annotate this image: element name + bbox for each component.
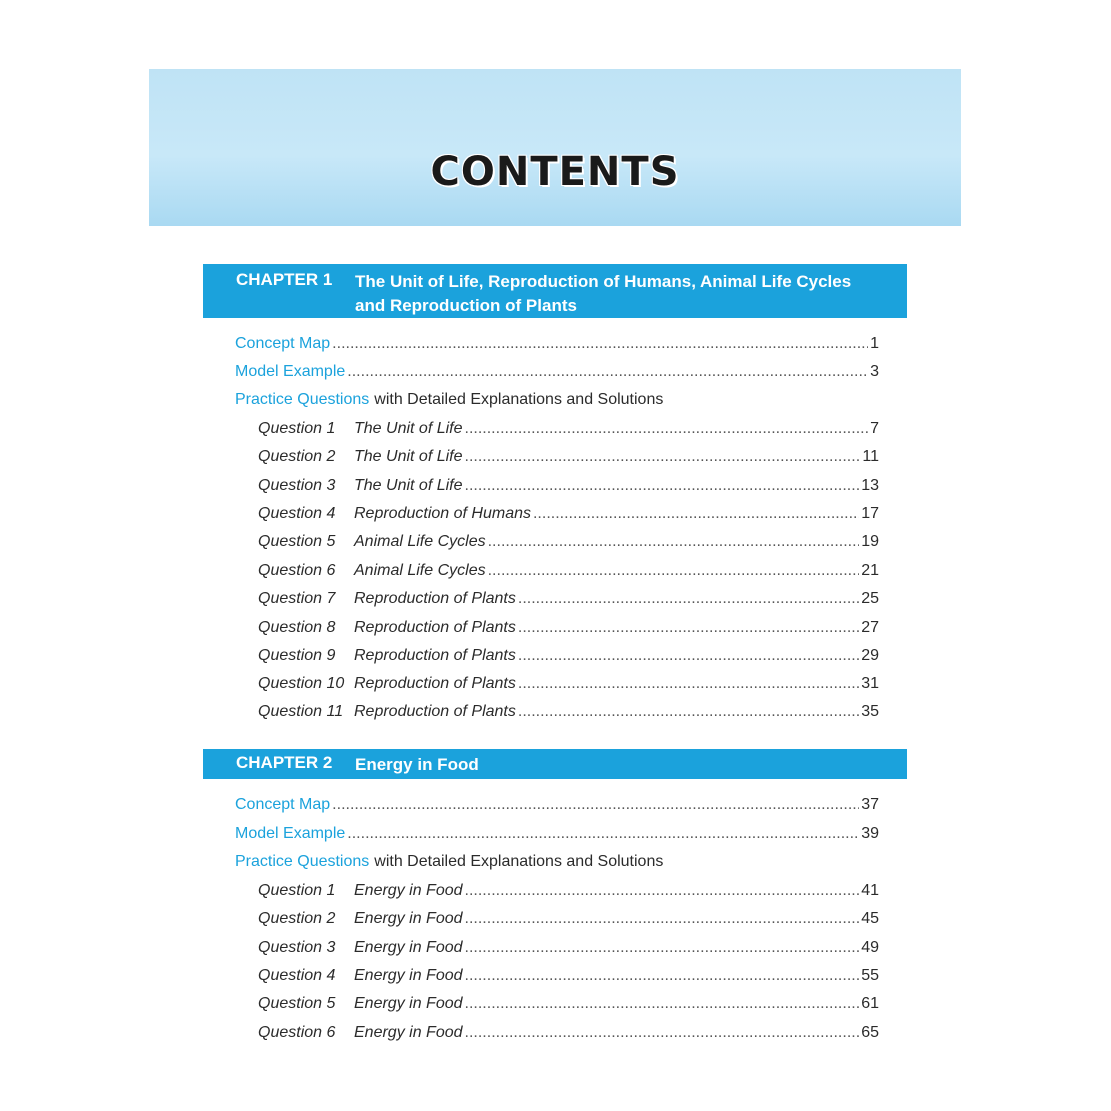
toc-entry-practice-questions <box>235 851 879 873</box>
question-number: Question 3 <box>258 477 336 494</box>
question-number: Question 11 <box>258 703 344 720</box>
toc-question-row[interactable] <box>258 560 879 582</box>
toc-question-row[interactable] <box>258 908 879 930</box>
dot-leader <box>347 361 868 383</box>
chapter-title: Energy in Food <box>355 755 479 774</box>
toc-question-row[interactable] <box>258 531 879 553</box>
question-number: Question 6 <box>258 1024 336 1041</box>
question-number: Question 5 <box>258 533 336 550</box>
page-title: CONTENTS <box>430 149 680 195</box>
dot-leader <box>518 645 859 667</box>
toc-question-row[interactable] <box>258 617 879 639</box>
entry-label: Practice Questions <box>235 853 370 870</box>
question-number: Question 1 <box>258 420 336 437</box>
dot-leader <box>518 673 859 695</box>
entry-label: Concept Map <box>235 335 331 352</box>
chapter-number: CHAPTER 1 <box>236 270 333 289</box>
toc-question-row[interactable] <box>258 475 879 497</box>
question-number: Question 1 <box>258 882 336 899</box>
toc-entry-concept-map[interactable] <box>235 794 879 816</box>
question-title: Animal Life Cycles <box>354 533 486 550</box>
toc-question-row[interactable] <box>258 937 879 959</box>
question-title: Reproduction of Plants <box>354 619 516 636</box>
toc-entry-model-example[interactable] <box>235 361 879 383</box>
toc-question-row[interactable] <box>258 418 879 440</box>
question-title: Animal Life Cycles <box>354 562 486 579</box>
toc-question-row[interactable] <box>258 965 879 987</box>
toc-entry-concept-map[interactable] <box>235 333 879 355</box>
page-number: 7 <box>870 420 879 437</box>
dot-leader <box>518 617 859 639</box>
toc-question-row[interactable] <box>258 701 879 723</box>
page-number: 27 <box>861 619 879 636</box>
page-number: 39 <box>861 825 879 842</box>
toc-entry-practice-questions <box>235 389 879 411</box>
question-title: Reproduction of Plants <box>354 703 516 720</box>
chapter-title: The Unit of Life, Reproduction of Humans, Animal Life Cycles and Reproduction of Plants <box>355 272 852 315</box>
page-number: 3 <box>870 363 879 380</box>
question-title: Reproduction of Plants <box>354 590 516 607</box>
question-title: Energy in Food <box>354 967 463 984</box>
entry-label: Model Example <box>235 363 346 380</box>
dot-leader <box>332 333 868 355</box>
question-number: Question 2 <box>258 448 336 465</box>
page-number: 31 <box>861 675 879 692</box>
question-number: Question 4 <box>258 967 336 984</box>
page-number: 41 <box>861 882 879 899</box>
page-number: 19 <box>861 533 879 550</box>
page-number: 55 <box>861 967 879 984</box>
question-title: Energy in Food <box>354 939 463 956</box>
entry-suffix: with Detailed Explanations and Solutions <box>374 853 664 870</box>
question-number: Question 10 <box>258 675 345 692</box>
question-title: The Unit of Life <box>354 477 463 494</box>
dot-leader <box>488 560 860 582</box>
question-title: Energy in Food <box>354 882 463 899</box>
contents-page <box>149 69 961 1069</box>
header-banner <box>149 69 961 226</box>
dot-leader <box>465 993 860 1015</box>
toc-question-row[interactable] <box>258 1022 879 1044</box>
dot-leader <box>465 965 860 987</box>
dot-leader <box>465 937 860 959</box>
dot-leader <box>488 531 860 553</box>
page-number: 37 <box>861 796 879 813</box>
dot-leader <box>465 446 861 468</box>
page-number: 11 <box>862 448 879 465</box>
toc-question-row[interactable] <box>258 880 879 902</box>
toc-question-row[interactable] <box>258 645 879 667</box>
toc-entry-model-example[interactable] <box>235 823 879 845</box>
toc-question-row[interactable] <box>258 446 879 468</box>
toc-question-row[interactable] <box>258 503 879 525</box>
question-title: Energy in Food <box>354 1024 463 1041</box>
dot-leader <box>465 475 860 497</box>
question-number: Question 9 <box>258 647 336 664</box>
page-number: 35 <box>861 703 879 720</box>
question-number: Question 7 <box>258 590 336 607</box>
page-number: 21 <box>861 562 879 579</box>
chapter-header <box>203 749 907 779</box>
entry-suffix: with Detailed Explanations and Solutions <box>374 391 664 408</box>
page-number: 45 <box>861 910 879 927</box>
question-number: Question 8 <box>258 619 336 636</box>
question-title: Reproduction of Plants <box>354 675 516 692</box>
entry-label: Concept Map <box>235 796 331 813</box>
dot-leader <box>465 1022 860 1044</box>
dot-leader <box>347 823 859 845</box>
question-number: Question 6 <box>258 562 336 579</box>
question-title: The Unit of Life <box>354 448 463 465</box>
entry-label: Practice Questions <box>235 391 370 408</box>
entry-label: Model Example <box>235 825 346 842</box>
question-number: Question 3 <box>258 939 336 956</box>
question-title: The Unit of Life <box>354 420 463 437</box>
dot-leader <box>518 588 859 610</box>
page-number: 49 <box>861 939 879 956</box>
page-number: 17 <box>861 505 879 522</box>
chapter-number: CHAPTER 2 <box>236 753 333 772</box>
dot-leader <box>465 880 860 902</box>
page-number: 1 <box>870 335 879 352</box>
toc-question-row[interactable] <box>258 588 879 610</box>
question-number: Question 4 <box>258 505 336 522</box>
page-number: 65 <box>861 1024 879 1041</box>
page-number: 13 <box>861 477 879 494</box>
dot-leader <box>533 503 859 525</box>
question-title: Reproduction of Humans <box>354 505 531 522</box>
dot-leader <box>465 418 869 440</box>
dot-leader <box>465 908 860 930</box>
question-title: Reproduction of Plants <box>354 647 516 664</box>
toc-question-row[interactable] <box>258 993 879 1015</box>
question-title: Energy in Food <box>354 910 463 927</box>
dot-leader <box>332 794 859 816</box>
question-title: Energy in Food <box>354 995 463 1012</box>
toc-question-row[interactable] <box>258 673 879 695</box>
page-number: 61 <box>861 995 879 1012</box>
dot-leader <box>518 701 859 723</box>
page-number: 25 <box>861 590 879 607</box>
chapter-header <box>203 264 907 318</box>
question-number: Question 5 <box>258 995 336 1012</box>
question-number: Question 2 <box>258 910 336 927</box>
page-number: 29 <box>861 647 879 664</box>
